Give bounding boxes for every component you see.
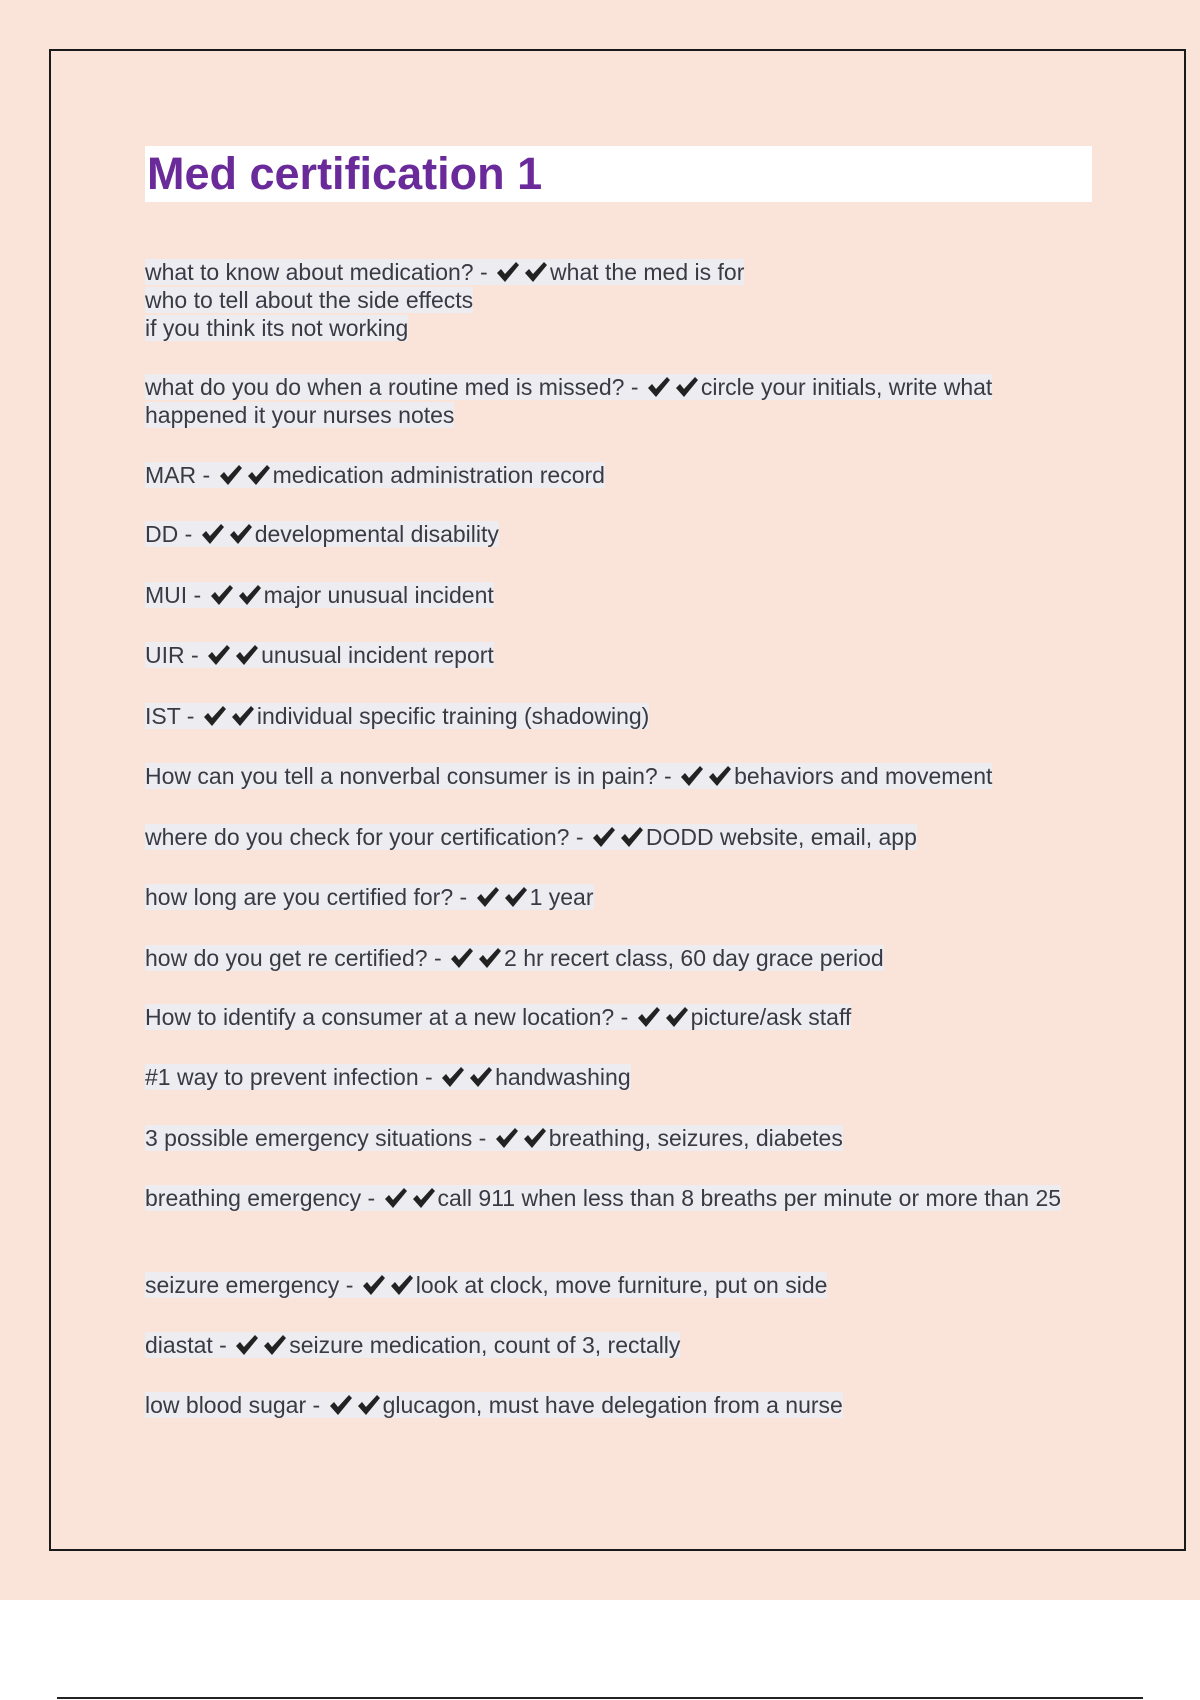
question-text: DD xyxy=(145,521,179,547)
qa-text xyxy=(145,824,917,850)
answer-text: glucagon, must have delegation from a nurse xyxy=(382,1392,843,1418)
check-icon xyxy=(591,825,617,849)
separator: - xyxy=(184,642,206,668)
qa-item xyxy=(145,1391,843,1419)
qa-text xyxy=(145,642,494,668)
question-text: breathing emergency xyxy=(145,1185,362,1211)
check-icon xyxy=(209,583,235,607)
qa-item xyxy=(145,373,1095,429)
answer-text: breathing, seizures, diabetes xyxy=(548,1125,843,1151)
check-icon xyxy=(523,260,549,284)
answer-text: individual specific training (shadowing) xyxy=(256,703,650,729)
check-icon xyxy=(230,704,256,728)
question-text: how do you get re certified? xyxy=(145,945,428,971)
question-text: MUI xyxy=(145,582,188,608)
separator: - xyxy=(472,1125,493,1151)
separator: - xyxy=(178,521,199,547)
qa-text xyxy=(145,1185,1061,1211)
question-text: How to identify a consumer at a new location? xyxy=(145,1004,615,1030)
question-text: diastat xyxy=(145,1332,213,1358)
question-text: IST xyxy=(145,703,181,729)
qa-item xyxy=(145,520,499,548)
qa-item xyxy=(145,1271,827,1299)
check-icon xyxy=(503,885,529,909)
qa-item xyxy=(145,1184,1061,1212)
answer-text: medication administration record xyxy=(272,462,605,488)
question-text: what do you do when a routine med is missed? xyxy=(145,374,625,400)
check-icon xyxy=(228,522,254,546)
qa-text xyxy=(145,462,605,488)
question-text: low blood sugar xyxy=(145,1392,307,1418)
answer-text: picture/ask staff xyxy=(690,1004,852,1030)
answer-text: 1 year xyxy=(529,884,594,910)
separator: - xyxy=(624,374,645,400)
qa-text xyxy=(145,763,992,789)
check-icon xyxy=(679,764,705,788)
qa-item xyxy=(145,1331,680,1359)
answer-text: what the med is for who to tell about the side effects if you think its not working xyxy=(145,259,745,341)
question-text: MAR xyxy=(145,462,197,488)
footer-rule xyxy=(57,1697,1143,1699)
question-text: seizure emergency xyxy=(145,1272,340,1298)
qa-text xyxy=(145,1272,827,1298)
check-icon xyxy=(522,1126,548,1150)
separator: - xyxy=(180,703,201,729)
separator: - xyxy=(339,1272,360,1298)
separator: - xyxy=(306,1392,327,1418)
qa-item xyxy=(145,1124,843,1152)
check-icon xyxy=(361,1273,387,1297)
check-icon xyxy=(449,946,475,970)
check-icon xyxy=(262,1333,288,1357)
separator: - xyxy=(212,1332,234,1358)
qa-text xyxy=(145,582,494,608)
answer-text: behaviors and movement xyxy=(734,763,993,789)
check-icon xyxy=(664,1005,690,1029)
answer-text: unusual incident report xyxy=(261,642,494,668)
qa-item xyxy=(145,581,494,609)
answer-text: circle your initials, write what happened it your nurses notes xyxy=(145,374,993,428)
question-text: #1 way to prevent infection xyxy=(145,1064,419,1090)
qa-text xyxy=(145,374,992,428)
qa-text xyxy=(145,1004,851,1030)
answer-text: look at clock, move furniture, put on side xyxy=(415,1272,828,1298)
check-icon xyxy=(440,1065,466,1089)
qa-item xyxy=(145,823,917,851)
separator: - xyxy=(453,884,474,910)
answer-text: developmental disability xyxy=(254,521,499,547)
qa-text xyxy=(145,259,744,341)
qa-item xyxy=(145,944,884,972)
answer-text: major unusual incident xyxy=(263,582,494,608)
qa-item xyxy=(145,702,649,730)
check-icon xyxy=(475,885,501,909)
check-icon xyxy=(389,1273,415,1297)
check-icon xyxy=(200,522,226,546)
qa-item xyxy=(145,258,744,342)
qa-item xyxy=(145,1003,851,1031)
qa-text xyxy=(145,1392,843,1418)
qa-item xyxy=(145,883,594,911)
qa-text xyxy=(145,521,499,547)
separator: - xyxy=(657,763,679,789)
check-icon xyxy=(707,764,733,788)
separator: - xyxy=(196,462,217,488)
check-icon xyxy=(477,946,503,970)
check-icon xyxy=(411,1186,437,1210)
check-icon xyxy=(495,260,521,284)
check-icon xyxy=(468,1065,494,1089)
question-text: UIR xyxy=(145,642,185,668)
check-icon xyxy=(234,643,260,667)
separator: - xyxy=(473,259,495,285)
separator: - xyxy=(361,1185,382,1211)
check-icon xyxy=(218,463,244,487)
check-icon xyxy=(636,1005,662,1029)
separator: - xyxy=(187,582,208,608)
check-icon xyxy=(619,825,645,849)
qa-item xyxy=(145,461,605,489)
check-icon xyxy=(494,1126,520,1150)
check-icon xyxy=(674,375,700,399)
separator: - xyxy=(427,945,449,971)
question-text: what to know about medication? xyxy=(145,259,474,285)
check-icon xyxy=(246,463,272,487)
question-text: how long are you certified for? xyxy=(145,884,454,910)
qa-item xyxy=(145,641,494,669)
check-icon xyxy=(646,375,672,399)
separator: - xyxy=(418,1064,440,1090)
check-icon xyxy=(202,704,228,728)
qa-item xyxy=(145,1063,631,1091)
page-title: Med certification 1 xyxy=(147,148,543,199)
separator: - xyxy=(569,824,590,850)
answer-text: 2 hr recert class, 60 day grace period xyxy=(504,945,884,971)
answer-text: handwashing xyxy=(495,1064,631,1090)
qa-text xyxy=(145,1125,843,1151)
answer-text: call 911 when less than 8 breaths per minute or more than 25 xyxy=(437,1185,1062,1211)
check-icon xyxy=(234,1333,260,1357)
answer-text: seizure medication, count of 3, rectally xyxy=(289,1332,681,1358)
qa-text xyxy=(145,1064,631,1090)
separator: - xyxy=(614,1004,635,1030)
qa-text xyxy=(145,945,884,971)
check-icon xyxy=(356,1393,382,1417)
qa-text xyxy=(145,1332,680,1358)
question-text: 3 possible emergency situations xyxy=(145,1125,473,1151)
qa-text xyxy=(145,884,594,910)
title-bar xyxy=(145,146,1092,202)
question-text: How can you tell a nonverbal consumer is in pain? xyxy=(145,763,658,789)
check-icon xyxy=(237,583,263,607)
qa-text xyxy=(145,703,649,729)
check-icon xyxy=(328,1393,354,1417)
check-icon xyxy=(383,1186,409,1210)
check-icon xyxy=(206,643,232,667)
answer-text: DODD website, email, app xyxy=(645,824,917,850)
question-text: where do you check for your certification? xyxy=(145,824,570,850)
qa-item xyxy=(145,762,992,790)
